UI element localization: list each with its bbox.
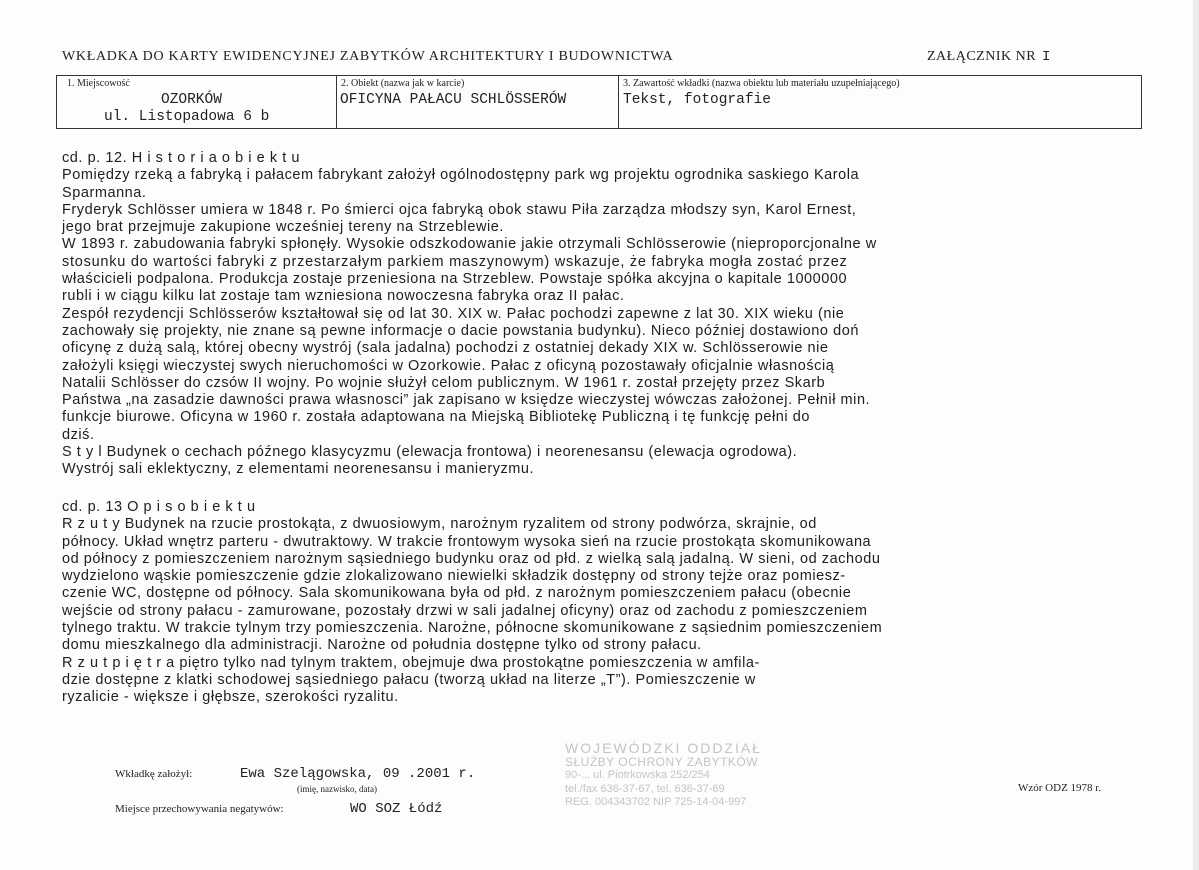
description-line: R z u t y Budynek na rzucie prostokąta, z dwuosiowym, narożnym ryzalitem od strony podwórza, skrajnie, od xyxy=(62,516,817,533)
object-label: 2. Obiekt (nazwa jak w karcie) xyxy=(341,78,465,89)
scan-edge xyxy=(1193,0,1199,870)
stamp-line: 90-... ul. Piotrkowska 252/254 xyxy=(565,769,710,781)
history-line: jego brat przejmuje zakupione wcześniej tereny na Strzeblewie. xyxy=(62,219,504,236)
contents-label: 3. Zawartość wkładki (nazwa obiektu lub materiału uzupełniającego) xyxy=(623,78,900,89)
stamp-line: tel./fax 636-37-67, tel. 636-37-69 xyxy=(565,782,725,795)
description-line: R z u t p i ę t r a piętro tylko nad tylnym traktem, obejmuje dwa prostokątne pomieszczenia w amfila- xyxy=(62,654,760,671)
contents-value: Tekst, fotografie xyxy=(623,92,771,108)
office-stamp xyxy=(565,742,765,810)
attachment-number xyxy=(927,49,1051,65)
created-by-hint: (imię, nazwisko, data) xyxy=(297,784,377,794)
history-line: Pomiędzy rzeką a fabryką i pałacem fabrykant założył ogólnodostępny park wg projektu ogrodnika saskiego Karola xyxy=(62,167,860,184)
description-line: dzie dostępne z klatki schodowej sąsiedniego pałacu (tworzą układ na literze „T”). Pomieszczenie w xyxy=(62,671,756,688)
description-line: ryzalicie - większe i głębsze, szerokości ryzalitu. xyxy=(62,689,399,706)
history-line: Natalii Schlösser do czsów II wojny. Po wojnie służył celom publicznym. W 1961 r. został przejęty przez Skarb xyxy=(62,374,826,391)
object-cell xyxy=(337,76,619,128)
locality-cell xyxy=(57,76,337,128)
description-section xyxy=(62,499,882,707)
description-line: czenie WC, dostępne od północy. Sala skomunikowana była od płd. z narożnym pomieszczeniem pałacu (obecnie xyxy=(62,585,852,602)
history-line: Sparmanna. xyxy=(62,184,147,201)
stamp-line: SŁUŻBY OCHRONY ZABYTKÓW xyxy=(565,754,759,769)
created-by-label: Wkładkę założył: xyxy=(115,768,193,780)
address-value: ul. Listopadowa 6 b xyxy=(104,109,270,125)
history-section xyxy=(62,150,877,479)
created-by-value: Ewa Szelągowska, 09 .2001 r. xyxy=(240,766,476,782)
negatives-location-label: Miejsce przechowywania negatywów: xyxy=(115,803,284,815)
history-line: założyli księgi wieczystej swych nieruchomości w Ozorkowie. Pałac z oficyną pozostawały oficjalnie własnością xyxy=(62,357,835,374)
history-line: Fryderyk Schlösser umiera w 1848 r. Po śmierci ojca fabryką obok stawu Piła zarządza młodszy syn, Karol Ernest, xyxy=(62,201,857,218)
history-line: stosunku do wartości fabryki z przestarzałym parkiem maszynowym) wskazuje, że fabryka mogła zostać przez xyxy=(62,253,848,270)
negatives-location-value: WO SOZ Łódź xyxy=(350,801,443,817)
attachment-label: ZAŁĄCZNIK NR xyxy=(927,49,1037,64)
stamp-line: WOJEWÓDZKI ODDZIAŁ xyxy=(565,740,762,756)
history-line: Zespół rezydencji Schlösserów kształtował się od lat 30. XIX w. Pałac pochodzi zapewne z lat 30. XIX wieku (nie xyxy=(62,305,845,322)
description-line: od północy z pomieszczeniem narożnym sąsiedniego budynku oraz od płd. z wielką salą jadalną. W sieni, od zachodu xyxy=(62,550,881,567)
description-line: tylnego traktu. W trakcie tylnym trzy pomieszczenia. Narożne, północne skomunikowane z sąsiednim pomieszczeniem xyxy=(62,620,883,637)
history-line: dziś. xyxy=(62,426,95,443)
description-line: wydzielono wąskie pomieszczenie gdzie zlokalizowano niewielki składzik dostępny od strony tejże oraz pomiesz- xyxy=(62,568,846,585)
attachment-number-value: I xyxy=(1042,49,1051,65)
locality-value: OZORKÓW xyxy=(161,92,222,108)
history-line: Państwa „na zasadzie dawności prawa własnosci” jak zapisano w księdze wieczystej wówczas założonej. Pełnił min. xyxy=(62,392,871,409)
history-line: funkcje biurowe. Oficyna w 1960 r. została adaptowana na Miejską Bibliotekę Publiczną i tę funkcję pełni do xyxy=(62,409,810,426)
history-line: W 1893 r. zabudowania fabryki spłonęły. Wysokie odszkodowanie jakie otrzymali Schlösserowie (nieproporcjonalne w xyxy=(62,236,877,253)
history-heading: cd. p. 12. H i s t o r i a o b i e k t u xyxy=(62,150,300,166)
style-line: Wystrój sali eklektyczny, z elementami neorenesansu i manieryzmu. xyxy=(62,461,535,478)
locality-label: 1. Miejscowość xyxy=(67,78,130,89)
object-value: OFICYNA PAŁACU SCHLÖSSERÓW xyxy=(340,92,567,108)
history-line: zachowały się projekty, nie znane są pewne informacje o dacie powstania budynku). Nieco później dostawiono doń xyxy=(62,322,859,339)
style-line: S t y l Budynek o cechach późnego klasycyzmu (elewacja frontowa) i neorenesansu (elewacja ogrodowa). xyxy=(62,444,798,461)
description-line: domu mieszkalnego dla administracji. Narożne od południa dostępne tylko od strony pałacu. xyxy=(62,637,702,654)
form-template-version: Wzór ODZ 1978 r. xyxy=(1018,782,1102,794)
history-line: rubli i w ciągu kilku lat zostaje tam wzniesiona nowoczesna fabryka oraz II pałac. xyxy=(62,288,625,305)
history-line: oficynę z dużą salą, której obecny wystrój (sala jadalna) pochodzi z ostatniej dekady XIX w. Schlösserowie nie xyxy=(62,340,829,357)
description-line: wejście od strony pałacu - zamurowane, pozostały drzwi w sali jadalnej oficyny) oraz od zachodu z pomieszczeniem xyxy=(62,602,868,619)
history-line: właścicieli podpalona. Produkcja zostaje przeniesiona na Strzeblew. Powstaje spółka akcyjna o kapitale 1000000 xyxy=(62,271,848,288)
contents-cell xyxy=(619,76,1141,128)
description-line: północy. Układ wnętrz parteru - dwutraktowy. W trakcie frontowym wysoka sień na rzucie prostokąta skomunikowana xyxy=(62,533,872,550)
form-title: WKŁADKA DO KARTY EWIDENCYJNEJ ZABYTKÓW ARCHITEKTURY I BUDOWNICTWA xyxy=(62,49,674,64)
description-heading: cd. p. 13 O p i s o b i e k t u xyxy=(62,499,256,515)
header-info-table xyxy=(56,75,1142,129)
stamp-line: REG. 004343702 NIP 725-14-04-997 xyxy=(565,796,747,808)
